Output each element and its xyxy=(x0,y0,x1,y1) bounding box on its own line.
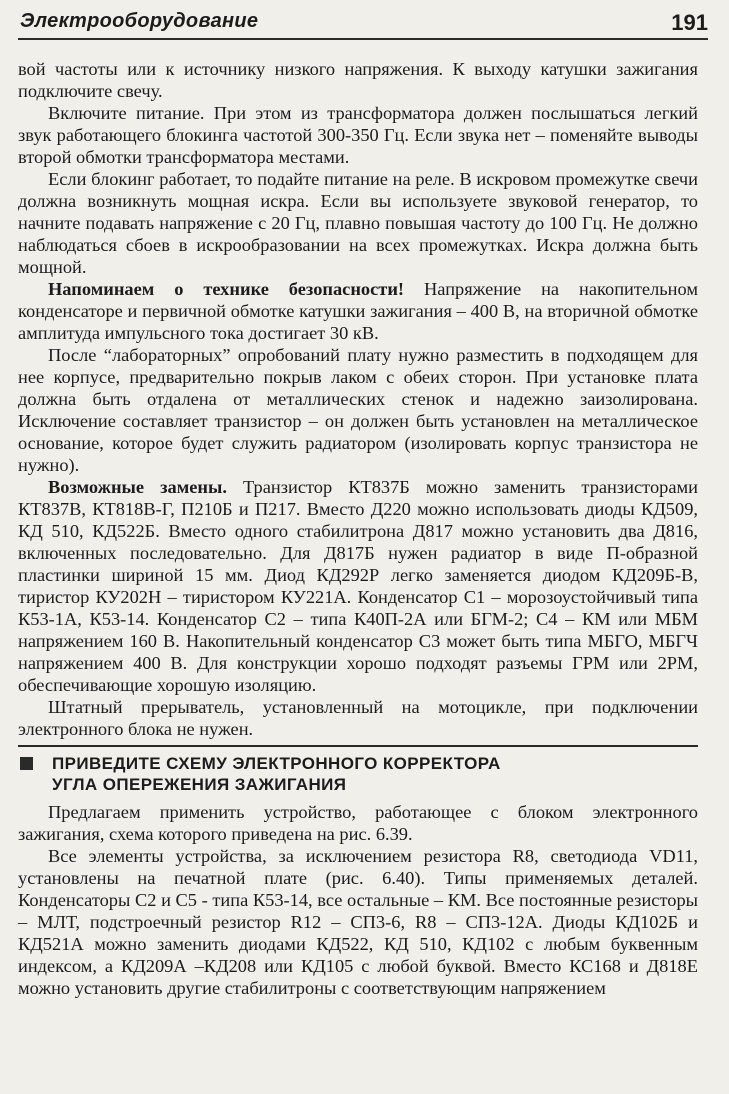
safety-text: Напряжение на накопительном конденсаторе и первичной обмотке катушки зажигания – 400 В, на вторичной обмотке амплитуда импульсного тока достигает 30 кВ. xyxy=(18,279,698,343)
paragraph: Штатный прерыватель, установленный на мотоцикле, при подключении электронного блока не нужен. xyxy=(18,697,698,739)
paragraph: Если блокинг работает, то подайте питание на реле. В искровом промежутке свечи должна возникнуть мощная искра. Если вы используете звуковой генератор, то начните подавать напряжение с 20 Гц, плавно повышая частоту до 100 Гц. Не должно наблюдаться сбоев в искрообразовании на всех промежутках. Искра должна быть мощной. xyxy=(18,169,698,277)
section-heading-line: УГЛА ОПЕРЕЖЕНИЯ ЗАЖИГАНИЯ xyxy=(52,775,347,794)
running-header xyxy=(18,8,708,40)
paragraph: Включите питание. При этом из трансформатора должен послышаться легкий звук работающего блокинга частотой 300-350 Гц. Если звука нет – поменяйте выводы второй обмотки трансформатора местами. xyxy=(18,103,698,167)
paragraph: После “лабораторных” опробований плату нужно разместить в подходящем для нее корпусе, предварительно покрыв лаком с обеих сторон. При установке плата должна быть отдалена от металлических стенок и надежно заизолирована. Исключение составляет транзистор – он должен быть установлен на металлическое основание, которое будет служить радиатором (изолировать корпус транзистора не нужно). xyxy=(18,345,698,475)
page-body xyxy=(18,58,698,999)
paragraph: вой частоты или к источнику низкого напряжения. К выходу катушки зажигания подключите свечу. xyxy=(18,59,698,101)
paragraph: Все элементы устройства, за исключением резистора R8, светодиода VD11, установлены на печатной плате (рис. 6.40). Типы применяемых деталей. Конденсаторы С2 и С5 - типа К53-14, все остальные – КМ. Все постоянные резисторы – МЛТ, подстроечный резистор R12 – СП3-6, R8 – СП3-12А. Диоды КД102Б и КД521А можно заменить диодами КД522, КД 510, КД102 с любым буквенным индексом, а КД209А –КД208 или КД105 с любой буквой. Вместо КС168 и Д818Е можно установить другие стабилитроны с соответствующим напряжением xyxy=(18,846,698,998)
section-heading xyxy=(18,745,698,795)
paragraph: Предлагаем применить устройство, работающее с блоком электронного зажигания, схема которого приведена на рис. 6.39. xyxy=(18,802,698,844)
replacements-lead: Возможные замены. xyxy=(48,477,227,497)
page-number: 191 xyxy=(671,10,708,35)
replacements-text: Транзистор КТ837Б можно заменить транзисторами КТ837В, КТ818В-Г, П210Б и П217. Вместо Д220 можно использовать диоды КД509, КД 510, КД522Б. Вместо одного стабилитрона Д817 можно установить два Д816, включенных последовательно. Для Д817Б нужен радиатор в виде П-образной пластинки шириной 15 мм. Диод КД292Р легко заменяется диодом КД209Б-В, тиристор КУ202Н – тиристором КУ221А. Конденсатор С1 – морозоустойчивый типа К53-1А, К53-14. Конденсатор С2 – типа К40П-2А или БГМ-2; С4 – КМ или МБМ напряжением 160 В. Накопительный конденсатор С3 может быть типа МБГО, МБГЧ напряжением 400 В. Для конструкции хорошо подходят разъемы ГРМ или 2РМ, обеспечивающие хорошую изоляцию. xyxy=(18,477,698,695)
safety-lead: Напоминаем о технике безопасности! xyxy=(48,279,405,299)
safety-paragraph xyxy=(18,278,698,344)
square-bullet-icon xyxy=(20,757,33,770)
chapter-title: Электрооборудование xyxy=(20,10,259,32)
replacements-paragraph xyxy=(18,476,698,696)
section-heading-line: ПРИВЕДИТЕ СХЕМУ ЭЛЕКТРОННОГО КОРРЕКТОРА xyxy=(52,754,501,773)
